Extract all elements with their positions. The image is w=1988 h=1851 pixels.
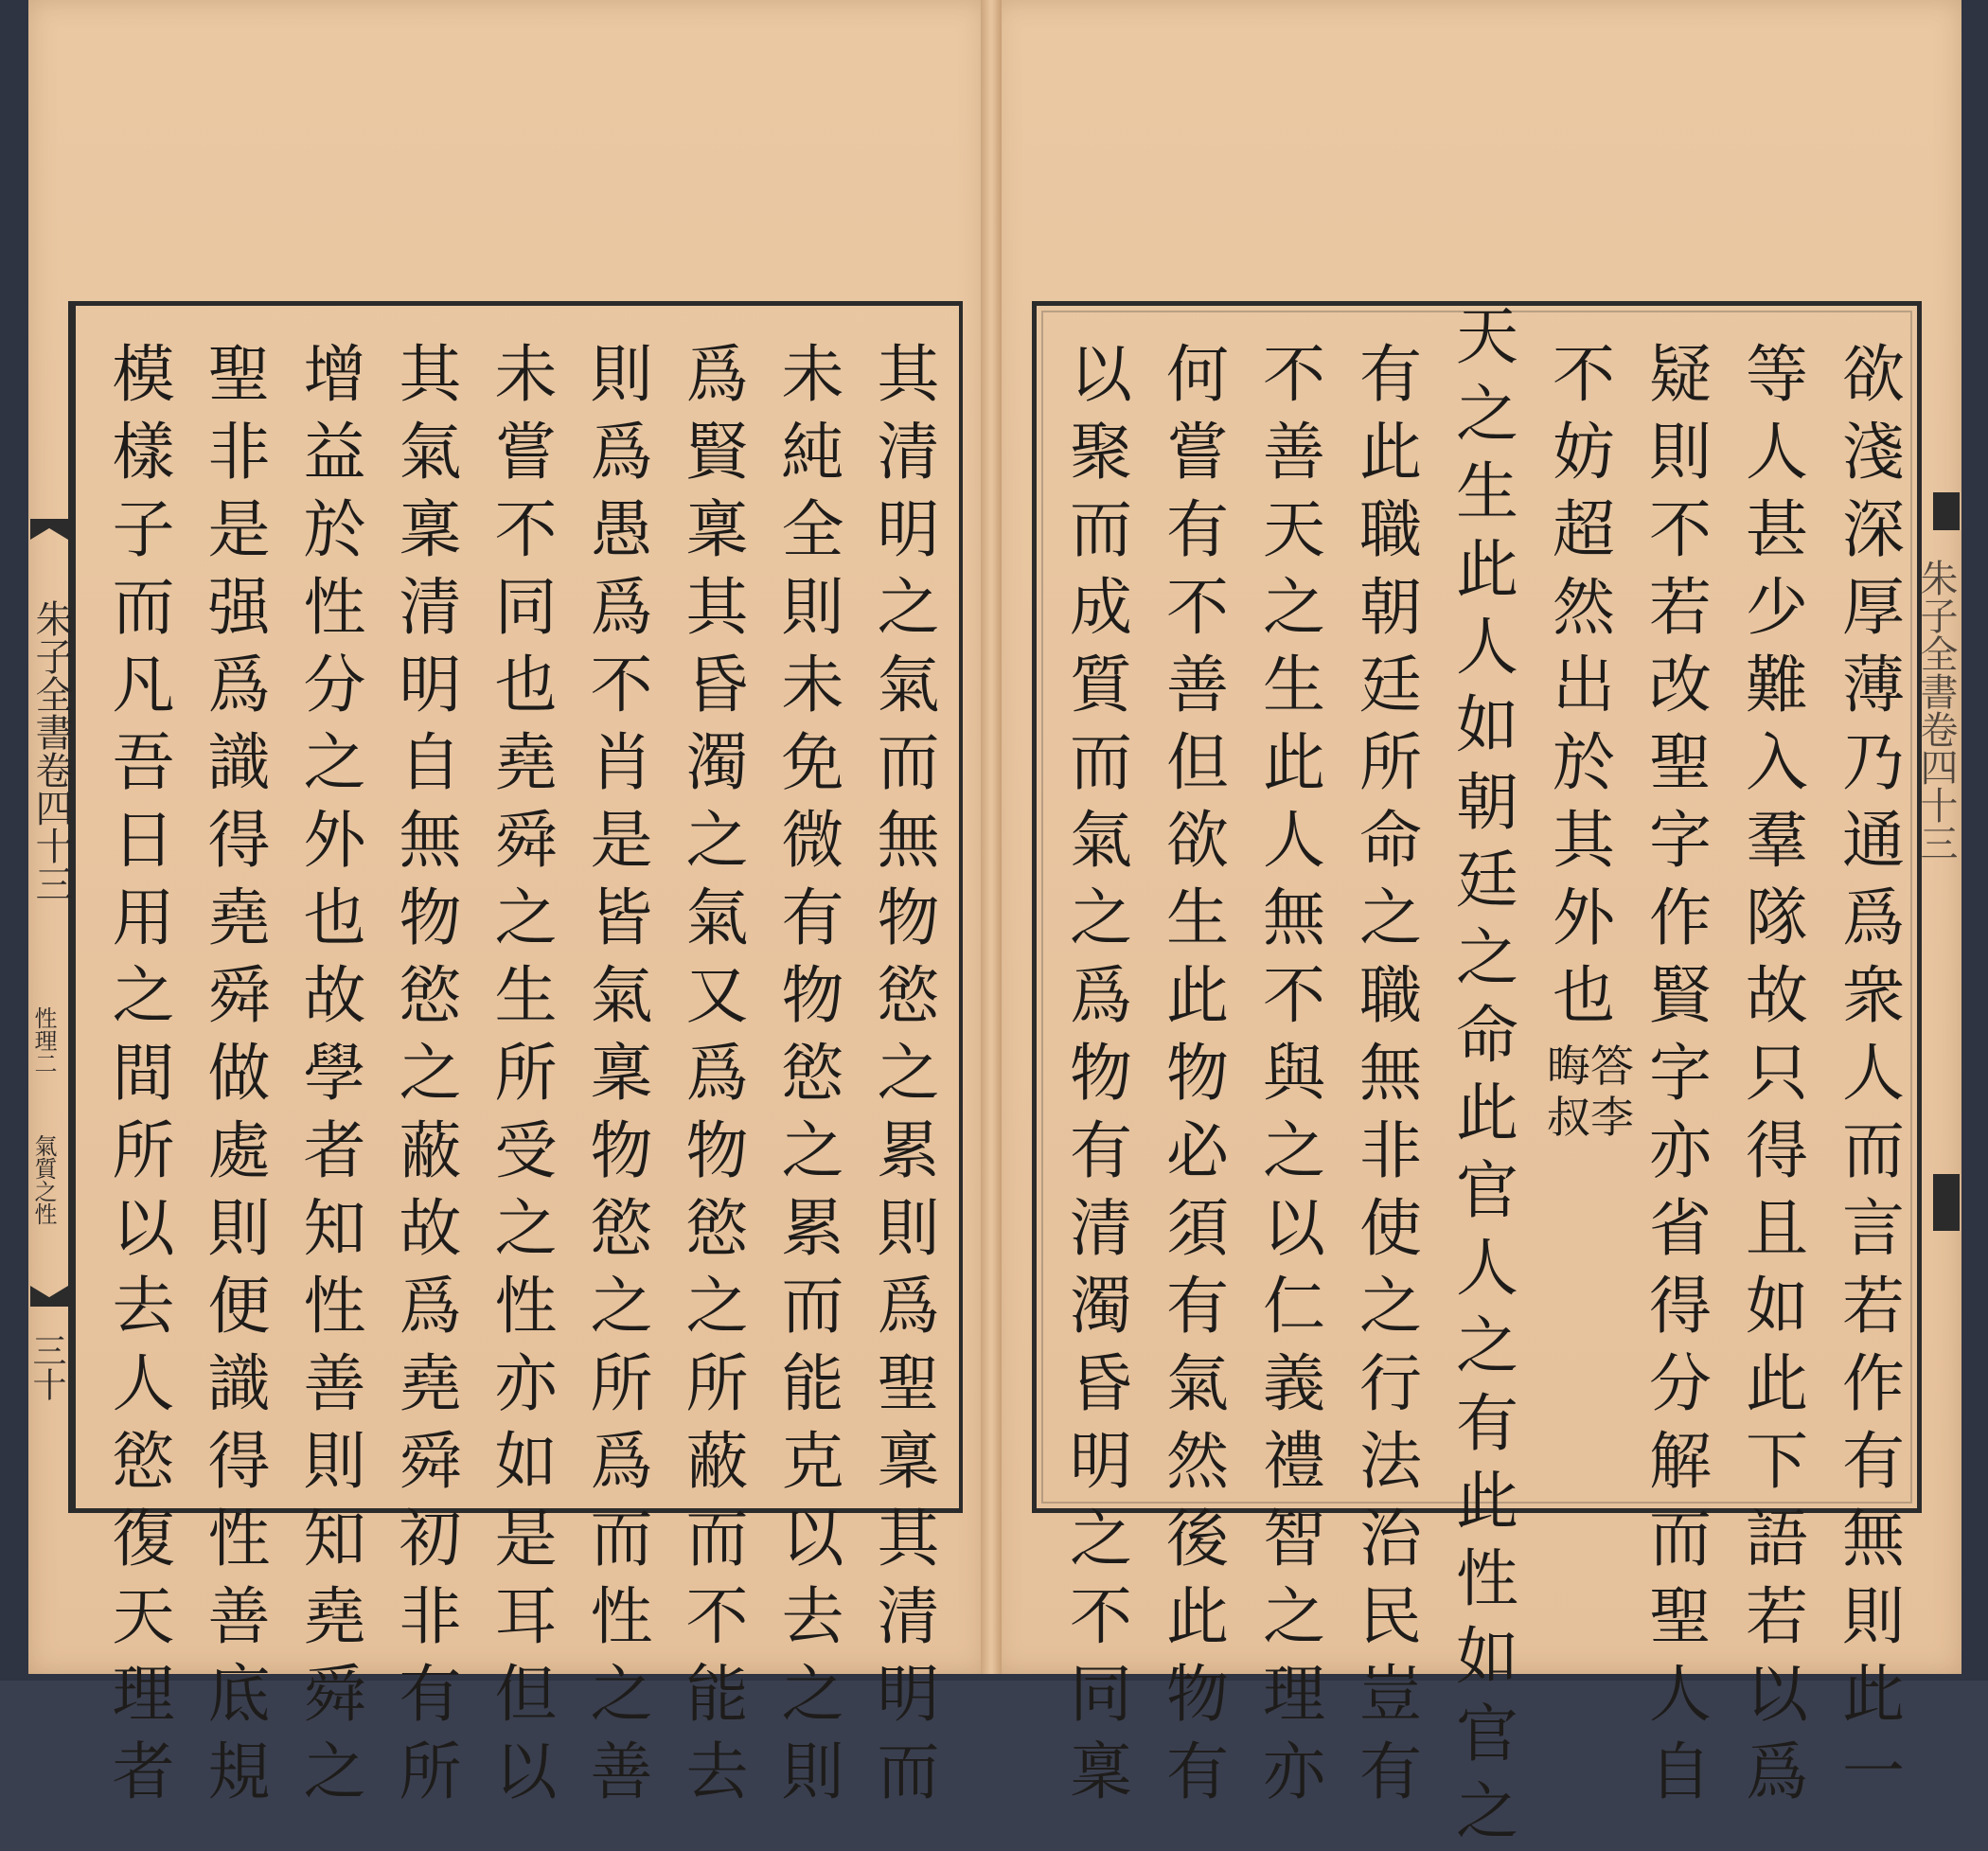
left-margin-strip (28, 301, 71, 1513)
left-column-9: 模 樣 子 而 凡 吾 日 用 之 間 所 以 去 人 慾 復 天 理 者 (112, 338, 175, 1808)
right-column-6: 有 此 職 朝 廷 所 命 之 職 無 非 使 之 行 法 治 民 豈 有 (1359, 338, 1422, 1808)
right-column-3: 疑 則 不 若 改 聖 字 作 賢 字 亦 省 得 分 解 而 聖 人 自 (1649, 338, 1712, 1808)
right-column-1: 欲 淺 深 厚 薄 乃 通 爲 衆 人 而 言 若 作 有 無 則 此 一 (1842, 338, 1905, 1808)
right-column-4: 不 妨 超 然 出 於 其 外 也 (1553, 338, 1615, 1032)
right-column-7: 不 善 天 之 生 此 人 無 不 與 之 以 仁 義 禮 智 之 理 亦 (1263, 338, 1325, 1808)
right-text-block (1041, 300, 1922, 1848)
right-column-5: 天 之 生 此 人 如 朝 廷 之 命 此 官 人 之 有 此 性 如 官 之 (1456, 300, 1518, 1848)
right-edge-block-bottom (1933, 1174, 1960, 1231)
left-column-3: 爲 賢 稟 其 昏 濁 之 氣 又 爲 物 慾 之 所 蔽 而 不 能 去 (685, 338, 749, 1808)
left-column-7: 增 益 於 性 分 之 外 也 故 學 者 知 性 善 則 知 堯 舜 之 (303, 338, 366, 1808)
margin-book-title: 朱子全書卷四十三 (29, 599, 73, 902)
right-column-8: 何 嘗 有 不 善 但 欲 生 此 物 必 須 有 氣 然 後 此 物 有 (1166, 338, 1229, 1808)
left-column-8: 聖 非 是 强 爲 識 得 堯 舜 做 處 則 便 識 得 性 善 底 規 (207, 338, 271, 1808)
citation-note-line-1: 答 李 (1590, 1041, 1634, 1143)
left-text-block (80, 336, 956, 1808)
citation-note-line-2: 晦 叔 (1547, 1041, 1590, 1143)
left-column-4: 則 爲 愚 爲 不 肖 是 皆 氣 稟 物 慾 之 所 爲 而 性 之 善 (590, 338, 653, 1808)
right-column-9: 以 聚 而 成 質 而 氣 之 爲 物 有 清 濁 昏 明 之 不 同 稟 (1070, 338, 1132, 1808)
right-edge-block-top (1933, 492, 1960, 530)
margin-section-a: 性理二 (30, 1006, 57, 1075)
fishtail-bottom-mark (30, 1286, 68, 1307)
left-column-2: 未 純 全 則 未 免 微 有 物 慾 之 累 而 能 克 以 去 之 則 (781, 338, 844, 1808)
left-column-6: 其 氣 稟 清 明 自 無 物 慾 之 蔽 故 爲 堯 舜 初 非 有 所 (399, 338, 462, 1808)
left-column-5: 未 嘗 不 同 也 堯 舜 之 生 所 受 之 性 亦 如 是 耳 但 以 (494, 338, 558, 1808)
left-column-1: 其 清 明 之 氣 而 無 物 慾 之 累 則 爲 聖 稟 其 清 明 而 (877, 338, 940, 1808)
book-gutter (981, 0, 1002, 1674)
fishtail-top-mark (30, 519, 68, 540)
margin-page-number: 三十 (27, 1333, 66, 1401)
margin-section-b: 氣質之性 (30, 1134, 57, 1225)
right-column-2: 等 人 甚 少 難 入 羣 隊 故 只 得 且 如 此 下 語 若 以 爲 (1746, 338, 1808, 1808)
right-margin-fragment: 朱子全書卷四十三 (1914, 559, 1958, 862)
citation-note (1547, 1041, 1634, 1154)
